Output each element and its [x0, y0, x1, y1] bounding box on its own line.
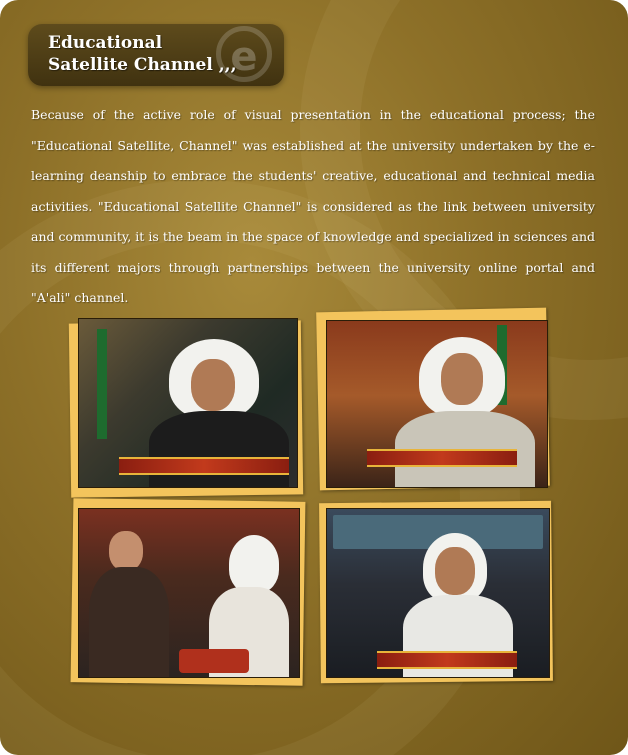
- table-shape: [179, 649, 249, 673]
- person-figure: [229, 535, 279, 593]
- person-face: [435, 547, 475, 595]
- interview-photo-3: [78, 508, 300, 678]
- caption-bar: [119, 457, 289, 475]
- person-body: [149, 411, 289, 488]
- caption-bar: [377, 651, 517, 669]
- title-banner: [28, 24, 284, 86]
- page-title: Educational Satellite Channel ,,,: [48, 33, 237, 75]
- interview-photo-2: [326, 320, 548, 488]
- person-face: [109, 531, 143, 571]
- interview-photo-4: [326, 508, 550, 678]
- intro-paragraph: Because of the active role of visual presentation in the educational process; the "Educational Satellite, Channel" was established at the university undertaken by the e-learning deanship to embrace the students' creative, educational and technical media activities. "Educational Satellite Channel" is considered as the link between university and community, it is the beam in the space of knowledge and specialized in sciences and its different majors through partnerships between the university online portal and "A'ali" channel.: [31, 107, 595, 305]
- person-body: [89, 567, 169, 677]
- e-learning-logo-icon: e: [216, 26, 272, 82]
- interview-photo-1: [78, 318, 298, 488]
- caption-bar: [367, 449, 517, 467]
- flag-icon: [97, 329, 107, 439]
- person-face: [441, 353, 483, 405]
- person-face: [191, 359, 235, 411]
